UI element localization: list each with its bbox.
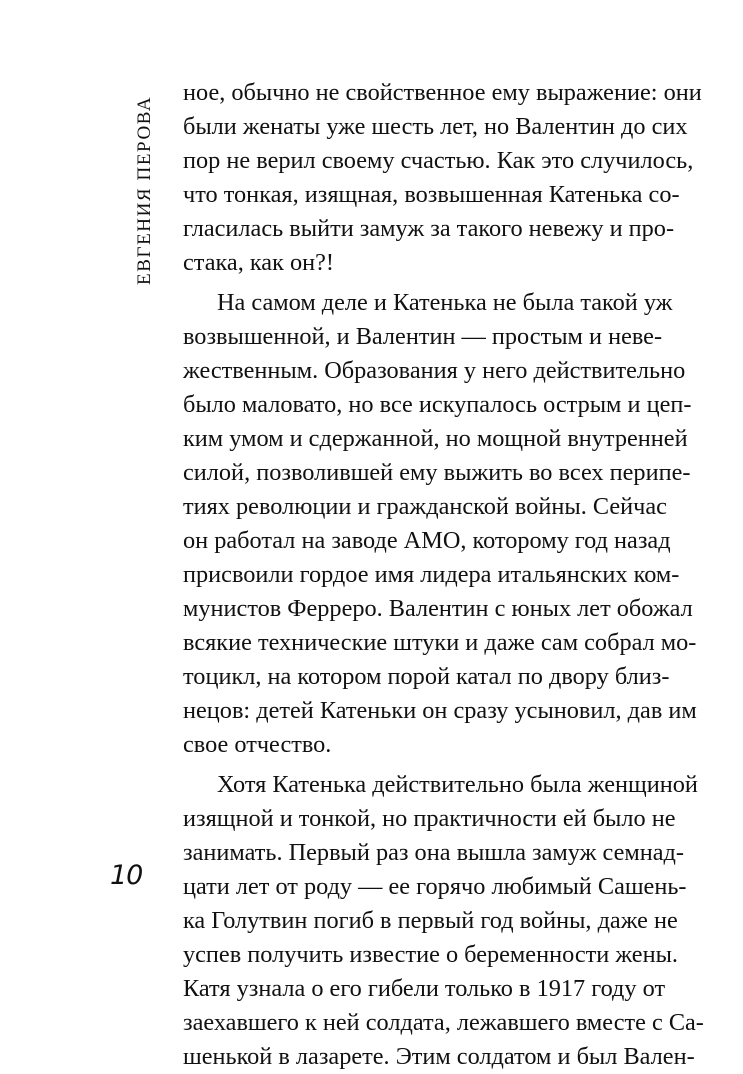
text-line: гласилась выйти замуж за такого невежу и про- bbox=[183, 215, 675, 242]
text-line: ное, обычно не свойственное ему выражение: они bbox=[183, 79, 702, 106]
body-text bbox=[183, 76, 704, 1074]
text-line: были женаты уже шесть лет, но Валентин до сих bbox=[183, 113, 688, 140]
text-line: Катя узнала о его гибели только в 1917 году от bbox=[183, 975, 666, 1002]
text-line: ка Голутвин погиб в первый год войны, даже не bbox=[183, 907, 678, 934]
text-line: мунистов Ферреро. Валентин с юных лет обожал bbox=[183, 595, 693, 622]
text-line: Хотя Катенька действительно была женщиной bbox=[217, 771, 698, 798]
text-line: нецов: детей Катеньки он сразу усыновил, дав им bbox=[183, 697, 697, 724]
paragraph-3 bbox=[183, 768, 704, 1074]
text-line: силой, позволившей ему выжить во всех перипе- bbox=[183, 459, 691, 486]
paragraph-1 bbox=[183, 76, 702, 280]
text-line: присвоили гордое имя лидера итальянских ком- bbox=[183, 561, 680, 588]
text-line: всякие технические штуки и даже сам собрал мо- bbox=[183, 629, 697, 656]
text-line: ким умом и сдержанной, но мощной внутренней bbox=[183, 425, 688, 452]
page-number: 10 bbox=[110, 860, 143, 891]
text-line: свое отчество. bbox=[183, 731, 332, 758]
text-line: На самом деле и Катенька не была такой уж bbox=[217, 289, 673, 316]
text-line: что тонкая, изящная, возвышенная Катенька со- bbox=[183, 181, 680, 208]
text-line: тоцикл, на котором порой катал по двору близ- bbox=[183, 663, 670, 690]
text-line: занимать. Первый раз она вышла замуж семнад- bbox=[183, 839, 684, 866]
paragraph-2 bbox=[183, 286, 697, 762]
running-head-author: ЕВГЕНИЯ ПЕРОВА bbox=[134, 95, 155, 285]
text-line: возвышенной, и Валентин — простым и неве- bbox=[183, 323, 663, 350]
text-line: жественным. Образования у него действительно bbox=[183, 357, 686, 384]
text-line: цати лет от роду — ее горячо любимый Сашень- bbox=[183, 873, 687, 900]
text-line: стака, как он?! bbox=[183, 249, 334, 276]
text-line: заехавшего к ней солдата, лежавшего вместе с Са- bbox=[183, 1009, 704, 1036]
text-line: шенькой в лазарете. Этим солдатом и был Вален- bbox=[183, 1043, 695, 1070]
text-line: успев получить известие о беременности жены. bbox=[183, 941, 678, 968]
text-line: пор не верил своему счастью. Как это случилось, bbox=[183, 147, 694, 174]
text-line: было маловато, но все искупалось острым и цеп- bbox=[183, 391, 692, 418]
text-line: изящной и тонкой, но практичности ей было не bbox=[183, 805, 676, 832]
text-line: тиях революции и гражданской войны. Сейчас bbox=[183, 493, 667, 520]
text-line: он работал на заводе АМО, которому год назад bbox=[183, 527, 671, 554]
